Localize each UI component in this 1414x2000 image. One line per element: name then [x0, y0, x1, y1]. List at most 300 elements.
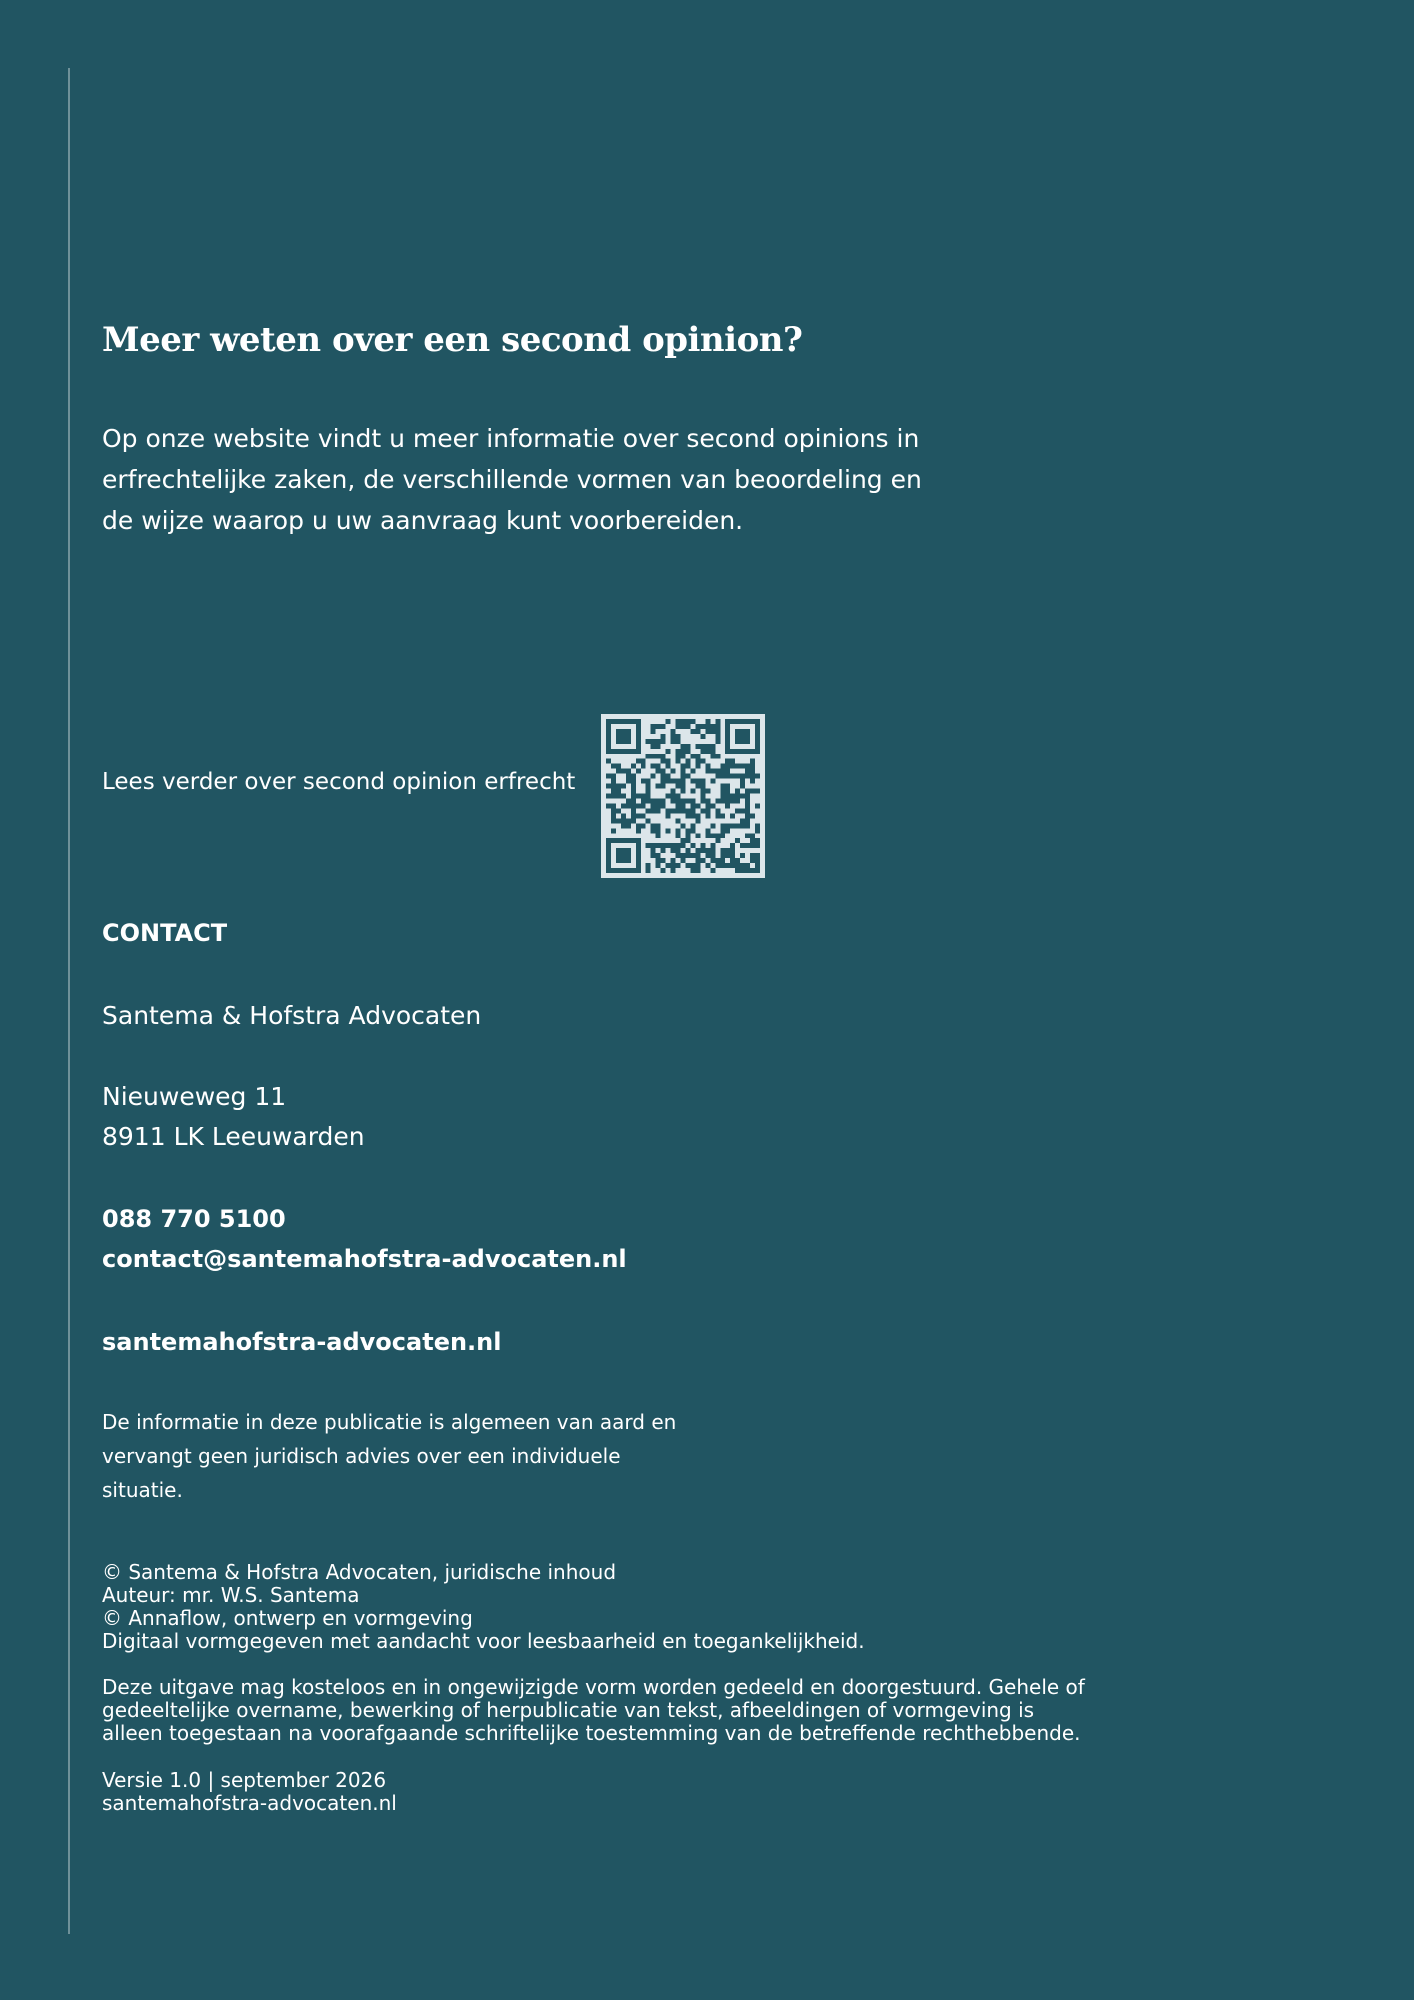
- qr-module: [606, 858, 611, 863]
- qr-module: [621, 838, 626, 843]
- qr-module: [735, 764, 740, 769]
- qr-module: [636, 858, 641, 863]
- qr-module: [725, 744, 730, 749]
- qr-module: [715, 863, 720, 868]
- qr-module: [695, 858, 700, 863]
- qr-module: [745, 843, 750, 848]
- qr-module: [646, 868, 651, 873]
- qr-module: [690, 729, 695, 734]
- qr-module: [710, 754, 715, 759]
- qr-module: [676, 863, 681, 868]
- qr-module: [685, 848, 690, 853]
- qr-module: [755, 823, 760, 828]
- qr-module: [651, 774, 656, 779]
- qr-module: [710, 848, 715, 853]
- qr-module: [656, 803, 661, 808]
- qr-module: [740, 774, 745, 779]
- qr-module: [725, 784, 730, 789]
- qr-module: [690, 754, 695, 759]
- qr-module: [725, 774, 730, 779]
- qr-module: [750, 749, 755, 754]
- qr-module: [616, 838, 621, 843]
- qr-module: [656, 858, 661, 863]
- qr-module: [671, 794, 676, 799]
- qr-module: [621, 823, 626, 828]
- qr-module: [725, 729, 730, 734]
- qr-module: [705, 863, 710, 868]
- qr-module: [661, 754, 666, 759]
- qr-module: [710, 803, 715, 808]
- qr-module: [661, 798, 666, 803]
- qr-module: [661, 774, 666, 779]
- version-website[interactable]: santemahofstra-advocaten.nl: [102, 1791, 397, 1815]
- qr-module: [735, 774, 740, 779]
- qr-module: [690, 853, 695, 858]
- qr-module: [651, 853, 656, 858]
- qr-module: [745, 863, 750, 868]
- qr-module: [755, 739, 760, 744]
- qr-module: [685, 838, 690, 843]
- qr-module: [690, 789, 695, 794]
- qr-module: [755, 789, 760, 794]
- qr-module: [676, 843, 681, 848]
- qr-module: [695, 813, 700, 818]
- qr-module: [671, 779, 676, 784]
- qr-module: [676, 833, 681, 838]
- qr-module: [715, 734, 720, 739]
- qr-module: [676, 798, 681, 803]
- qr-module: [700, 744, 705, 749]
- phone-number[interactable]: 088 770 5100: [102, 1205, 286, 1233]
- qr-module: [616, 784, 621, 789]
- qr-module: [740, 853, 745, 858]
- qr-module: [685, 724, 690, 729]
- qr-module: [730, 759, 735, 764]
- qr-module: [700, 794, 705, 799]
- qr-module: [651, 843, 656, 848]
- qr-module: [656, 764, 661, 769]
- qr-module: [626, 749, 631, 754]
- qr-module: [755, 774, 760, 779]
- qr-module: [621, 848, 626, 853]
- qr-module: [606, 734, 611, 739]
- qr-module: [755, 843, 760, 848]
- qr-module: [740, 734, 745, 739]
- qr-module: [690, 803, 695, 808]
- qr-module: [671, 729, 676, 734]
- qr-module: [626, 774, 631, 779]
- qr-module: [750, 719, 755, 724]
- qr-module: [735, 798, 740, 803]
- qr-module: [636, 794, 641, 799]
- qr-module: [626, 803, 631, 808]
- qr-module: [646, 754, 651, 759]
- qr-module: [616, 858, 621, 863]
- qr-module: [636, 848, 641, 853]
- qr-module: [621, 784, 626, 789]
- qr-module: [641, 794, 646, 799]
- qr-module: [636, 868, 641, 873]
- qr-module: [626, 769, 631, 774]
- qr-module: [621, 813, 626, 818]
- qr-module: [730, 848, 735, 853]
- qr-module: [631, 719, 636, 724]
- qr-module: [641, 803, 646, 808]
- qr-module: [750, 853, 755, 858]
- qr-module: [750, 813, 755, 818]
- qr-module: [656, 724, 661, 729]
- qr-module: [735, 739, 740, 744]
- qr-module: [695, 784, 700, 789]
- qr-module: [656, 798, 661, 803]
- qr-module: [616, 729, 621, 734]
- qr-module: [715, 813, 720, 818]
- qr-module: [621, 853, 626, 858]
- qr-module: [611, 838, 616, 843]
- qr-module: [611, 794, 616, 799]
- qr-module: [626, 858, 631, 863]
- qr-module: [681, 719, 686, 724]
- qr-module: [681, 749, 686, 754]
- qr-module: [606, 848, 611, 853]
- qr-module: [621, 749, 626, 754]
- qr-module: [676, 759, 681, 764]
- qr-module: [651, 808, 656, 813]
- qr-module: [755, 868, 760, 873]
- qr-module: [750, 774, 755, 779]
- qr-module: [616, 739, 621, 744]
- qr-module: [695, 729, 700, 734]
- qr-module: [671, 843, 676, 848]
- qr-module: [715, 739, 720, 744]
- qr-module: [621, 868, 626, 873]
- qr-module: [636, 828, 641, 833]
- qr-module: [671, 789, 676, 794]
- qr-module: [730, 774, 735, 779]
- qr-module: [725, 789, 730, 794]
- qr-module: [636, 813, 641, 818]
- qr-module: [666, 863, 671, 868]
- qr-module: [720, 833, 725, 838]
- qr-module: [666, 808, 671, 813]
- qr-module: [755, 724, 760, 729]
- qr-module: [710, 853, 715, 858]
- qr-module: [750, 833, 755, 838]
- qr-module: [705, 764, 710, 769]
- qr-module: [666, 843, 671, 848]
- qr-module: [720, 794, 725, 799]
- qr-module: [725, 853, 730, 858]
- qr-module: [676, 779, 681, 784]
- qr-module: [631, 764, 636, 769]
- qr-module: [700, 724, 705, 729]
- vertical-divider: [68, 68, 70, 1934]
- qr-module: [690, 813, 695, 818]
- qr-module: [621, 818, 626, 823]
- qr-module: [676, 803, 681, 808]
- qr-module: [676, 734, 681, 739]
- qr-module: [705, 828, 710, 833]
- qr-module: [656, 754, 661, 759]
- qr-module: [700, 734, 705, 739]
- qr-module: [685, 813, 690, 818]
- qr-module: [681, 843, 686, 848]
- qr-module: [715, 724, 720, 729]
- qr-module: [740, 719, 745, 724]
- qr-module: [740, 863, 745, 868]
- qr-module: [705, 853, 710, 858]
- qr-module: [755, 828, 760, 833]
- qr-module: [695, 724, 700, 729]
- qr-module: [695, 803, 700, 808]
- qr-module: [671, 734, 676, 739]
- qr-module: [616, 868, 621, 873]
- qr-module: [606, 719, 611, 724]
- qr-module: [626, 798, 631, 803]
- qr-module: [745, 749, 750, 754]
- qr-module: [720, 784, 725, 789]
- qr-module: [641, 759, 646, 764]
- qr-module: [715, 833, 720, 838]
- qr-module: [636, 759, 641, 764]
- qr-module: [606, 863, 611, 868]
- qr-module: [626, 719, 631, 724]
- qr-module: [715, 719, 720, 724]
- qr-module: [695, 848, 700, 853]
- qr-module: [745, 798, 750, 803]
- qr-module: [745, 803, 750, 808]
- qr-module: [685, 833, 690, 838]
- qr-module: [690, 798, 695, 803]
- qr-module: [745, 823, 750, 828]
- qr-module: [710, 749, 715, 754]
- qr-module: [690, 863, 695, 868]
- qr-module: [720, 848, 725, 853]
- qr-module: [745, 808, 750, 813]
- qr-module: [671, 863, 676, 868]
- qr-module: [685, 764, 690, 769]
- qr-module: [656, 823, 661, 828]
- qr-module: [646, 794, 651, 799]
- qr-module: [611, 813, 616, 818]
- qr-module: [735, 749, 740, 754]
- qr-module: [606, 794, 611, 799]
- qr-module: [740, 739, 745, 744]
- qr-module: [740, 808, 745, 813]
- qr-module: [730, 863, 735, 868]
- qr-module: [666, 764, 671, 769]
- qr-module: [730, 813, 735, 818]
- qr-module: [626, 853, 631, 858]
- qr-module: [720, 774, 725, 779]
- qr-module: [740, 818, 745, 823]
- qr-module: [661, 734, 666, 739]
- qr-module: [705, 724, 710, 729]
- credits-line: Digitaal vormgegeven met aandacht voor leesbaarheid en toegankelijkheid.: [102, 1629, 865, 1653]
- qr-module: [611, 774, 616, 779]
- qr-module: [661, 769, 666, 774]
- qr-module: [735, 729, 740, 734]
- website-link[interactable]: santemahofstra-advocaten.nl: [102, 1328, 502, 1356]
- qr-module: [705, 798, 710, 803]
- qr-module: [666, 774, 671, 779]
- qr-module: [676, 754, 681, 759]
- qr-module: [616, 808, 621, 813]
- firm-name: Santema & Hofstra Advocaten: [102, 1001, 482, 1030]
- qr-module: [616, 794, 621, 799]
- qr-module: [720, 798, 725, 803]
- qr-module: [755, 838, 760, 843]
- qr-module: [695, 744, 700, 749]
- qr-module: [681, 769, 686, 774]
- qr-module: [651, 744, 656, 749]
- qr-module: [661, 739, 666, 744]
- qr-module: [690, 769, 695, 774]
- qr-module: [626, 739, 631, 744]
- qr-module: [611, 828, 616, 833]
- qr-module: [730, 843, 735, 848]
- qr-module: [730, 794, 735, 799]
- qr-module: [690, 779, 695, 784]
- qr-module: [636, 749, 641, 754]
- qr-module: [735, 789, 740, 794]
- qr-module: [631, 868, 636, 873]
- qr-module: [661, 779, 666, 784]
- qr-module: [685, 853, 690, 858]
- qr-module: [676, 749, 681, 754]
- qr-module: [700, 843, 705, 848]
- qr-module: [755, 729, 760, 734]
- intro-paragraph: Op onze website vindt u meer informatie over second opinions in erfrechtelijke zaken, de verschillende vormen van beoordeling en de wijze waarop u uw aanvraag kunt voorbereiden.: [102, 424, 922, 535]
- version-block: [102, 1769, 397, 1815]
- qr-module: [750, 789, 755, 794]
- qr-module: [710, 858, 715, 863]
- qr-module: [715, 858, 720, 863]
- qr-module: [681, 789, 686, 794]
- qr-module: [725, 764, 730, 769]
- address-street: Nieuweweg 11: [102, 1082, 287, 1111]
- qr-module: [661, 868, 666, 873]
- qr-module: [606, 729, 611, 734]
- qr-module: [676, 808, 681, 813]
- qr-module: [656, 828, 661, 833]
- qr-module: [606, 853, 611, 858]
- email-link[interactable]: contact@santemahofstra-advocaten.nl: [102, 1245, 627, 1273]
- qr-module: [661, 843, 666, 848]
- qr-module: [745, 739, 750, 744]
- qr-module: [616, 853, 621, 858]
- qr-code[interactable]: [601, 714, 765, 878]
- qr-module: [740, 779, 745, 784]
- qr-module: [661, 724, 666, 729]
- qr-module: [730, 853, 735, 858]
- qr-module: [611, 803, 616, 808]
- qr-module: [710, 744, 715, 749]
- qr-module: [651, 828, 656, 833]
- qr-module: [606, 868, 611, 873]
- qr-module: [636, 769, 641, 774]
- qr-module: [700, 749, 705, 754]
- qr-module: [646, 863, 651, 868]
- license-line: alleen toegestaan na voorafgaande schriftelijke toestemming van de betreffende rechthebbende.: [102, 1721, 1081, 1745]
- qr-module: [671, 848, 676, 853]
- qr-module: [636, 843, 641, 848]
- qr-module: [705, 808, 710, 813]
- qr-module: [641, 798, 646, 803]
- qr-module: [740, 764, 745, 769]
- credits-line: © Santema & Hofstra Advocaten, juridische inhoud: [102, 1560, 617, 1584]
- qr-module: [745, 813, 750, 818]
- qr-module: [656, 784, 661, 789]
- qr-module: [676, 794, 681, 799]
- qr-module: [685, 863, 690, 868]
- qr-module: [676, 828, 681, 833]
- qr-module: [621, 739, 626, 744]
- disclaimer-text: De informatie in deze publicatie is algemeen van aard en vervangt geen juridisch advies over een individuele situatie.: [102, 1410, 677, 1502]
- qr-module: [611, 764, 616, 769]
- qr-module: [710, 769, 715, 774]
- qr-module: [735, 719, 740, 724]
- qr-module: [705, 813, 710, 818]
- credits-block: [102, 1561, 865, 1653]
- qr-module: [745, 794, 750, 799]
- qr-module: [720, 853, 725, 858]
- qr-module: [740, 868, 745, 873]
- qr-module: [695, 868, 700, 873]
- qr-module: [656, 808, 661, 813]
- qr-module: [690, 823, 695, 828]
- qr-module: [676, 818, 681, 823]
- qr-module: [606, 744, 611, 749]
- qr-module: [695, 863, 700, 868]
- qr-module: [685, 749, 690, 754]
- qr-module: [681, 798, 686, 803]
- qr-module: [651, 803, 656, 808]
- qr-module: [695, 754, 700, 759]
- qr-module: [681, 754, 686, 759]
- qr-module: [755, 858, 760, 863]
- qr-module: [710, 729, 715, 734]
- qr-module: [715, 808, 720, 813]
- qr-module: [740, 794, 745, 799]
- qr-module: [631, 789, 636, 794]
- qr-module: [666, 759, 671, 764]
- qr-module: [700, 798, 705, 803]
- qr-module: [725, 719, 730, 724]
- qr-module: [740, 749, 745, 754]
- qr-module: [750, 838, 755, 843]
- qr-module: [695, 853, 700, 858]
- qr-module: [720, 764, 725, 769]
- qr-module: [646, 784, 651, 789]
- license-line: Deze uitgave mag kosteloos en in ongewijzigde vorm worden gedeeld en doorgestuurd. Gehele of: [102, 1675, 1085, 1699]
- qr-module: [745, 734, 750, 739]
- qr-module: [646, 798, 651, 803]
- qr-module: [656, 739, 661, 744]
- qr-module: [676, 784, 681, 789]
- qr-module: [651, 754, 656, 759]
- qr-module: [705, 769, 710, 774]
- qr-module: [695, 833, 700, 838]
- qr-module: [681, 808, 686, 813]
- qr-module: [646, 808, 651, 813]
- qr-module: [646, 739, 651, 744]
- qr-module: [705, 719, 710, 724]
- qr-module: [626, 868, 631, 873]
- qr-module: [745, 868, 750, 873]
- qr-module: [646, 818, 651, 823]
- qr-module: [671, 739, 676, 744]
